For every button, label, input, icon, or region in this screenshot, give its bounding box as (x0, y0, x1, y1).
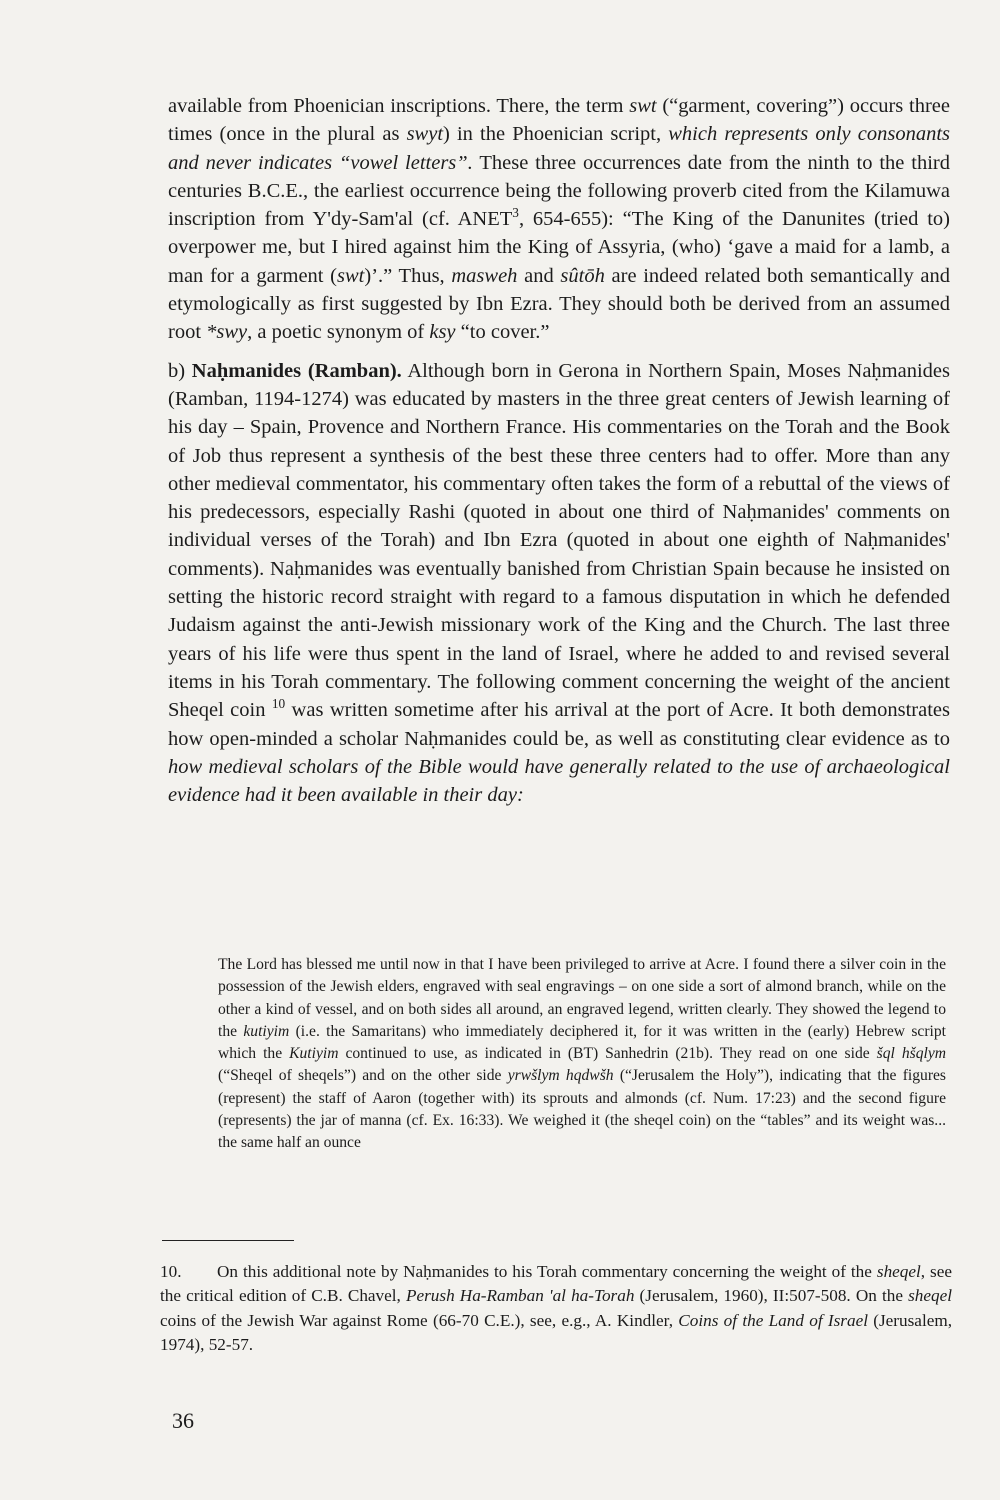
text-run: , a poetic synonym of (247, 321, 430, 344)
footnote-number: 10. (160, 1262, 182, 1281)
text-run: (“Sheqel of sheqels”) and on the other side (218, 1067, 508, 1085)
term-kutiyim: kutiyim (243, 1022, 290, 1040)
page-number: 36 (172, 1408, 194, 1433)
text-run: On this additional note by Naḥmanides to his Torah commentary concerning the weight of the (217, 1262, 877, 1281)
superscript-edition: 3 (512, 205, 519, 221)
footnote-divider (162, 1240, 294, 1241)
text-run: continued to use, as indicated in (BT) Sanhedrin (21b). They read on one side (338, 1045, 877, 1063)
text-run: ) in the Phoenician script, (443, 123, 669, 146)
footnote-10 (160, 1260, 952, 1357)
text-run: and (517, 264, 561, 287)
text-run: The Lord has blessed me until now in that I have been privileged to arrive at Acre. I found there a silver coin in the possession of the Jewish elders, engraved with seal engravings – on one side a sort of almond branch, while on the other a kind of vessel, and on both sides all around, an engraved legend, written clearly. They showed the legend to the (218, 956, 946, 1040)
text-run: “to cover.” (455, 321, 550, 344)
text-run: These three occurrences date from the ninth to the third centuries B.C.E., the earliest occurrence being the following proverb cited from the Kilamuwa inscription from Y'dy-Sam'al (cf. ANET (168, 151, 950, 231)
text-run: (Jerusalem, 1960), II:507-508. On the (634, 1286, 909, 1306)
term-ksy: ksy (429, 321, 456, 344)
book-title: Perush Ha-Ramban 'al ha-Torah (405, 1286, 635, 1306)
term-masweh: masweh (451, 264, 518, 287)
book-title: Coins of the Land of Israel (678, 1310, 868, 1330)
text-run: (i.e. the Samaritans) who immediately deciphered it, for it was written in the (early) Hebrew script which the (218, 1022, 946, 1063)
paragraph-nahmanides (168, 357, 950, 810)
text-run: , 654-655): “The King of the Danunites (tried to) overpower me, but I hired against him the King of Assyria, (who) ‘gave a maid for a lamb, a man for a garment ( (168, 208, 950, 287)
text-run: are indeed related both semantically and etymologically as first suggested by Ibn Ezra. They should both be derived from an assumed root (168, 264, 950, 344)
main-text (168, 92, 950, 809)
text-run: (“garment, covering”) occurs three times (once in the plural as (168, 95, 950, 146)
text-run: coins of the Jewish War against Rome (66-70 C.E.), see, e.g., A. Kindler, (160, 1310, 679, 1330)
text-run: (“Jerusalem the Holy”), indicating that the figures (represent) the staff of Aaron (together with) its sprouts and almonds (cf. Num. 17:23) and the second figure (represents) the jar of manna (cf. Ex. 16:33). We weighed it (the sheqel coin) on the “tables” and its weight was... the same half an ounce (218, 1067, 947, 1152)
text-run: )’.” Thus, (364, 264, 452, 287)
text-run: available from Phoenician inscriptions. There, the term (168, 95, 630, 117)
term-swt: swt (629, 95, 657, 117)
term-sheqel: sheqel (876, 1262, 921, 1281)
block-quote (218, 954, 946, 1155)
text-run: (Jerusalem, 1974), 52-57. (160, 1310, 953, 1354)
paragraph-ibn-ezra-continuation (168, 92, 950, 347)
term-yrwslym-hqdwsh: yrwšlym hqdwšh (507, 1067, 614, 1085)
text-run: , see the critical edition of C.B. Chavel, (160, 1262, 952, 1306)
emphasis-phrase: which represents only consonants and never indicates “vowel letters”. (168, 123, 951, 174)
text-run: Although born in Gerona in Northern Spain, Moses Naḥmanides (Ramban, 1194-1274) was educated by masters in the three great centers of Jewish learning of his day – Spain, Provence and Northern France. His commentaries on the Torah and the Book of Job thus represent a synthesis of the best these three centers had to offer. More than any other medieval commentator, his commentary often takes the form of a rebuttal of the views of his predecessors, especially Rashi (quoted in about one third of Naḥmanides' comments on individual verses of the Torah) and Ibn Ezra (quoted in about one eighth of Naḥmanides' comments). Naḥmanides was eventually banished from Christian Spain because he insisted on setting the historic record straight with regard to a famous disputation in which he defended Judaism against the anti-Jewish missionary work of the King and the Church. The last three years of his life were thus spent in the land of Israel, where he added to and revised several items in his Torah commentary. The following comment concerning the weight of the ancient Sheqel coin (168, 359, 950, 722)
section-heading: Naḥmanides (Ramban). (191, 359, 402, 382)
term-swt: swt (337, 264, 365, 287)
term-sheqel: sheqel (908, 1286, 953, 1306)
term-root-swy: *swy (206, 321, 248, 344)
emphasis-phrase: how medieval scholars of the Bible would have generally related to the use of archaeological evidence had it been available in their day: (168, 755, 950, 807)
text-run: was written sometime after his arrival at the port of Acre. It both demonstrates how open-minded a scholar Naḥmanides could be, as well as constituting clear evidence as to (168, 699, 951, 750)
term-sutoh: sûtōh (560, 264, 605, 287)
term-kutiyim: Kutiyim (289, 1045, 339, 1063)
term-sql-hsqlym: šql hšqlym (876, 1045, 946, 1063)
footnote-reference[interactable]: 10 (271, 696, 286, 712)
term-swyt: swyt (406, 123, 444, 146)
section-label: b) (168, 359, 192, 382)
